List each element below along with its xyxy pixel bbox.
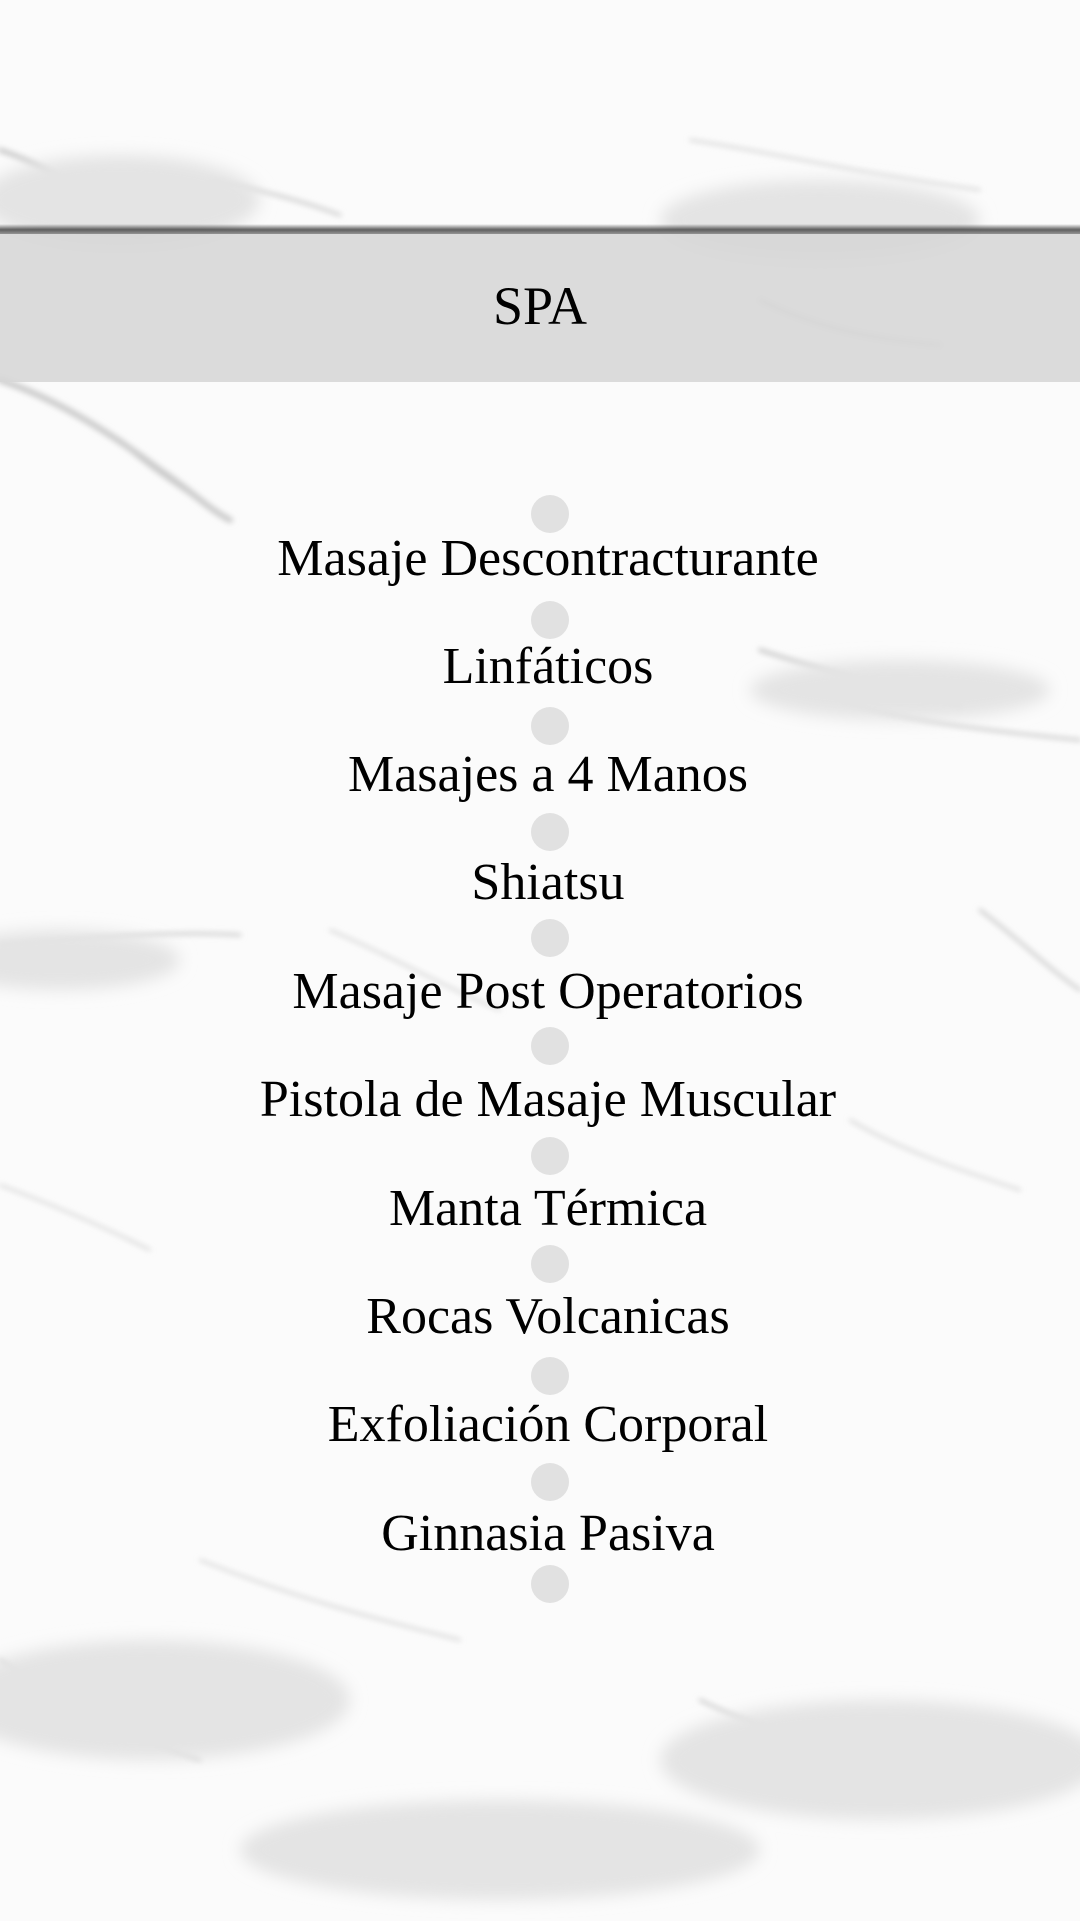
service-item-rocas-volcanicas[interactable]: Rocas Volcanicas	[366, 1288, 730, 1345]
service-item-linfaticos[interactable]: Linfáticos	[442, 638, 654, 695]
service-item-masajes-a-4-manos[interactable]: Masajes a 4 Manos	[347, 746, 749, 803]
separator-dot	[531, 1027, 569, 1065]
separator-dot	[531, 1245, 569, 1283]
separator-dot	[531, 1463, 569, 1501]
service-item-exfoliacion-corporal[interactable]: Exfoliación Corporal	[327, 1396, 769, 1453]
page-title: SPA	[492, 276, 588, 336]
separator-dot	[531, 1565, 569, 1603]
service-item-masaje-descontracturante[interactable]: Masaje Descontracturante	[277, 530, 819, 587]
service-item-ginnasia-pasiva[interactable]: Ginnasia Pasiva	[381, 1505, 715, 1562]
service-item-pistola-de-masaje-muscular[interactable]: Pistola de Masaje Muscular	[259, 1071, 837, 1128]
service-item-masaje-post-operatorios[interactable]: Masaje Post Operatorios	[292, 963, 804, 1020]
separator-dot	[531, 1137, 569, 1175]
separator-dot	[531, 919, 569, 957]
separator-dot	[531, 813, 569, 851]
service-item-manta-termica[interactable]: Manta Térmica	[388, 1180, 708, 1237]
service-item-shiatsu[interactable]: Shiatsu	[471, 854, 625, 911]
